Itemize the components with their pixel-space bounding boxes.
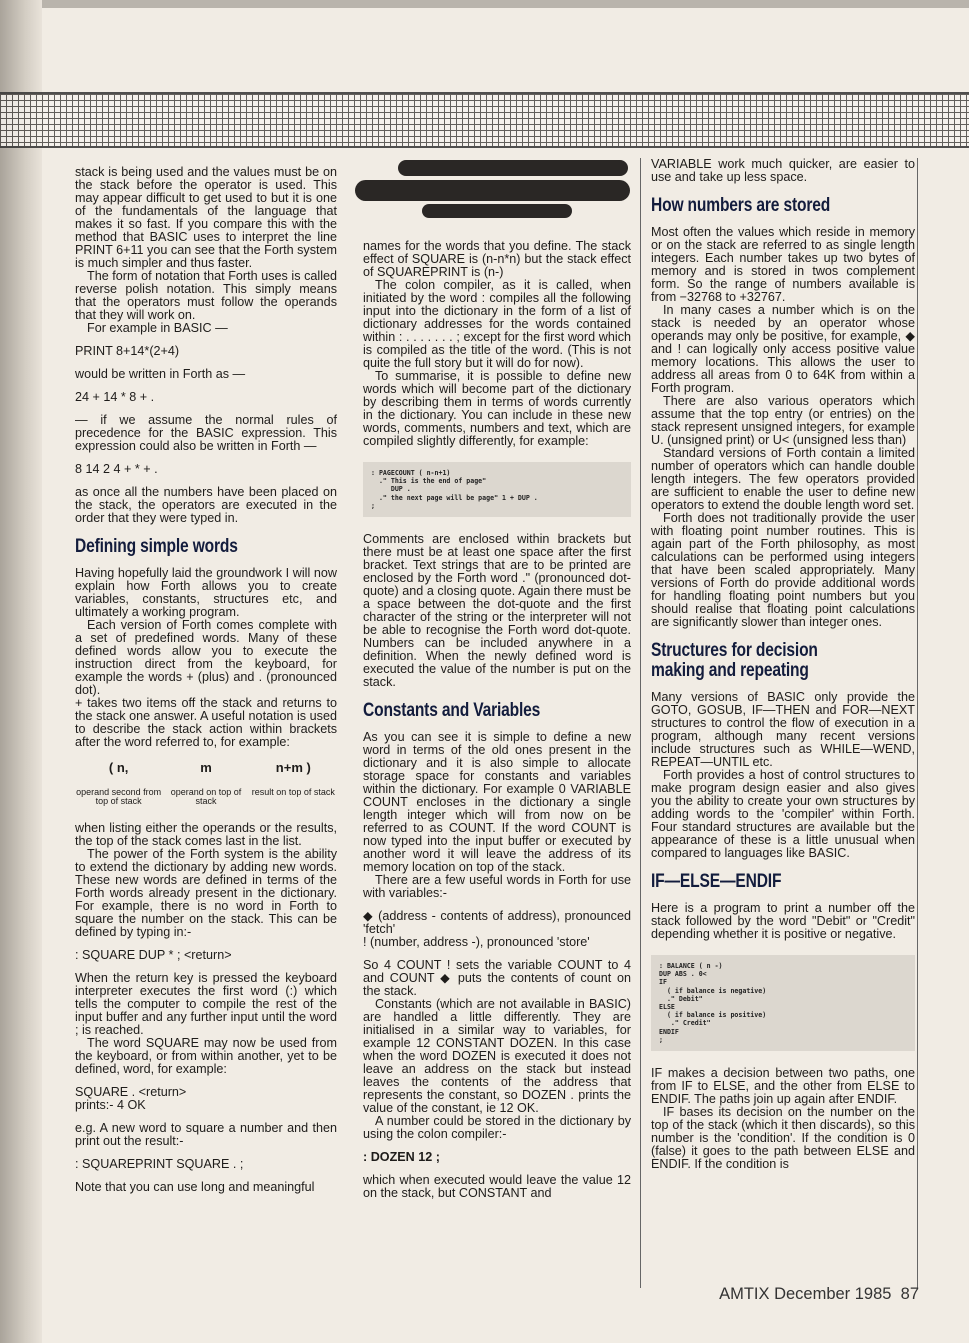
- paragraph: A number could be stored in the dictionary by using the colon compiler:-: [363, 1114, 631, 1142]
- paragraph: Comments are enclosed within brackets but there must be at least one space after the first bracket. Text strings that are to be printed are enclosed by the Forth word ." (pronounced dot-quote) and a closing quote. Again there must be a space between the dot-quote and the first character of the string or the interpreter will not be able to recognise the Forth word dot-quote. Numbers can be included anywhere in a definition. When the newly defined word is executed the value of the number is put on the stack.: [363, 532, 631, 690]
- paragraph: Forth provides a host of control structures to make program design easier and also gives you the ability to create your own structures by adding words to the 'compiler' within Forth. Four standard structures are available but the appearance of these is a little unusual when compared to languages like BASIC.: [651, 768, 915, 860]
- paragraph: IF makes a decision between two paths, one from IF to ELSE, and the other from ELSE to ENDIF. The paths join up again after ENDIF.: [651, 1066, 915, 1107]
- paragraph: For example in BASIC —: [87, 321, 228, 335]
- paragraph: Forth does not traditionally provide the user with floating point number routines. This is again part of the Forth philosophy, as most calculations can be performed using integers that have been scaled appropriately. Many versions of Forth do provide additional words for handling floating point numbers but you should realise that floating point calculations are significantly slower than integer ones.: [651, 511, 915, 629]
- redacted-heading-bar-3: [422, 204, 572, 218]
- paragraph: as once all the numbers have been placed on the stack, the operators are executed in the order that they were typed in.: [75, 485, 337, 525]
- section-heading: IF—ELSE—ENDIF: [651, 871, 782, 892]
- magazine-issue: AMTIX December 1985: [719, 1285, 892, 1303]
- paragraph: — if we assume the normal rules of precedence for the BASIC expression. This expression could also be written in Forth —: [75, 413, 337, 453]
- section-heading: Constants and Variables: [363, 700, 541, 722]
- paragraph: Standard versions of Forth contain a limited number of operators which can handle double length integers. The few operators provided are sufficient to enable the user to define new operators to extend the double length word set.: [651, 446, 915, 512]
- paragraph: Constants (which are not available in BASIC) are handled a little differently. They are initialised in a similar way to variables, for example 12 CONSTANT DOZEN. In this case when the word DOZEN is executed it does not leave an address on the stack but instead leaves the contents of the address that represents the constant, so DOZEN . prints the value of the constant, ie 12 OK.: [363, 997, 631, 1116]
- notation-item: n+m ) result on top of stack: [251, 760, 335, 797]
- paragraph: IF bases its decision on the number on the top of the stack (which it then discards), so this number is the 'condition'. If the condition is 0 (false) it goes to the path between ELSE and ENDIF. If the condition is: [651, 1105, 915, 1172]
- paragraph: There are also various operators which assume that the top entry (or entries) on the stack represent unsigned integers, for example U. (unsigned print) or U< (unsigned less than): [651, 394, 915, 447]
- paragraph: As you can see it is simple to define a new word in terms of the old ones present in the dictionary and it is also simple to allocate storage space for constants and variables within the dictionary. For example 0 VARIABLE COUNT encloses in the dictionary a single length integer which will from now on be referred to as COUNT. If the word COUNT is now typed into the input buffer or executed by another word it will leave the address of its memory location on top of the stack.: [363, 730, 631, 875]
- page-footer: [719, 1285, 919, 1304]
- page-gutter: [0, 0, 42, 1343]
- paragraph: The power of the Forth system is the ability to extend the dictionary by adding new words. These new words are defined in terms of the Forth words already present in the dictionary. For example, there is no word in Forth to square the number on the stack. This can be defined by typing in:-: [75, 847, 337, 939]
- page-top-edge: [0, 0, 969, 8]
- paragraph: when listing either the operands or the results, the top of the stack comes last in the list.: [75, 821, 337, 848]
- code-line: PRINT 8+14*(2+4): [75, 344, 180, 358]
- code-listing-pagecount: : PAGECOUNT ( n-n+1) ." This is the end of page" DUP . ." the next page will be page" 1 + DUP . ;: [363, 462, 631, 517]
- section-heading: Structures for decision making and repeating: [651, 640, 818, 681]
- paragraph: ! (number, address -), pronounced 'store': [363, 935, 590, 950]
- decorative-grid-band: [0, 92, 969, 148]
- code-line: 24 + 14 * 8 + .: [75, 390, 155, 404]
- code-listing-balance: : BALANCE ( n -) DUP ABS . 0< IF ( if balance is negative) ." Debit" ELSE ( if balance is positive) ." Credit" ENDIF ;: [651, 955, 915, 1051]
- column-3: [651, 158, 915, 1171]
- paragraph: + takes two items off the stack and returns to the stack one answer. A useful notation is used to describe the stack action within brackets after the word referred to, for example:: [75, 696, 337, 749]
- paragraph: VARIABLE work much quicker, are easier to use and take up less space.: [651, 157, 915, 184]
- stack-notation: [75, 761, 337, 806]
- paragraph: So 4 COUNT ! sets the variable COUNT to 4 and COUNT ◆ puts the contents of count on the stack.: [363, 958, 631, 999]
- notation-item: ( n, operand second from top of stack: [76, 760, 162, 806]
- paragraph: would be written in Forth as —: [75, 367, 246, 381]
- paragraph: Most often the values which reside in memory or on the stack are referred to as single length integers. Each number takes up two bytes of memory and is stored in twos complement form. So the range of numbers available is from −32768 to +32767.: [651, 225, 915, 304]
- paragraph: Here is a program to print a number off the stack followed by the word "Debit" or "Credit" depending whether it is positive or negative.: [651, 901, 915, 941]
- section-heading: How numbers are stored: [651, 195, 831, 216]
- paragraph: There are a few useful words in Forth for use with variables:-: [363, 873, 631, 901]
- paragraph: The word SQUARE may now be used from the keyboard, or from within another, yet to be defined, word, for example:: [75, 1036, 337, 1076]
- redacted-heading-bar-2: [355, 180, 630, 201]
- paragraph: The form of notation that Forth uses is called reverse polish notation. This simply means that the operators must follow the operands that they will work on.: [75, 269, 337, 322]
- paragraph: which when executed would leave the value 12 on the stack, but CONSTANT and: [363, 1173, 631, 1201]
- paragraph: When the return key is pressed the keyboard interpreter executes the first word (:) which tells the computer to compile the rest of the input buffer and any further input until the word ; is reached.: [75, 971, 337, 1037]
- code-line: : SQUAREPRINT SQUARE . ;: [75, 1157, 244, 1171]
- code-line: : DOZEN 12 ;: [363, 1150, 440, 1165]
- paragraph: names for the words that you define. The stack effect of SQUARE is (n-n*n) but the stack effect of SQUAREPRINT is (n-): [363, 239, 631, 279]
- paragraph: stack is being used and the values must be on the stack before the operator is used. This may appear difficult to get used to but it is one of the fundamentals of the language that makes it so fast. If you compare this with the method that BASIC uses to interpret the line PRINT 6+11 you can see that the Forth system is much simpler and thus faster.: [75, 165, 337, 270]
- paragraph: Having hopefully laid the groundwork I will now explain how Forth allows you to create variables, constants, structures etc, and ultimately a working program.: [75, 566, 337, 619]
- redacted-heading-bar-1: [398, 160, 628, 176]
- paragraph: The colon compiler, as it is called, when initiated by the word : compiles all the following input into the dictionary in the form of a list of dictionary addresses for the words contained within : . . . . . . . ; except for the first word which is compiled as the title of the word. (This is not quite the full story but it will do for now).: [363, 278, 631, 370]
- column-rule-right: [917, 158, 918, 1288]
- page-number: 87: [900, 1285, 919, 1303]
- section-heading: Defining simple words: [75, 536, 238, 557]
- code-line: : SQUARE DUP * ; <return>: [75, 948, 232, 962]
- column-1: [75, 166, 337, 1194]
- code-line: prints:- 4 OK: [75, 1098, 146, 1112]
- paragraph: In many cases a number which is on the stack is needed by an operator whose operands may only be positive, for example, ◆ and ! can logically only access positive value memory locations. This allows the user to address all areas from 0 to 64K from within a Forth program.: [651, 303, 915, 395]
- paragraph: To summarise, it is possible to define new words which will become part of the dictionary by describing them in terms of words currently in the dictionary. You can include in these new words, comments, numbers and text, which are compiled slightly differently, for example:: [363, 369, 631, 448]
- code-line: SQUARE . <return>: [75, 1085, 187, 1099]
- paragraph: Many versions of BASIC only provide the GOTO, GOSUB, IF—THEN and FOR—NEXT structures to control the flow of execution in a program, although many recent versions include structures such as WHILE—WEND, REPEAT—UNTIL etc.: [651, 690, 915, 769]
- code-line: 8 14 2 4 + * + .: [75, 462, 158, 476]
- paragraph: Note that you can use long and meaningful: [75, 1180, 315, 1194]
- column-rule-left: [640, 158, 641, 1288]
- notation-item: m operand on top of stack: [170, 760, 242, 806]
- paragraph: e.g. A new word to square a number and then print out the result:-: [75, 1121, 337, 1148]
- column-2: [363, 240, 631, 1200]
- paragraph: ◆ (address - contents of address), pronounced 'fetch': [363, 909, 631, 937]
- paragraph: Each version of Forth comes complete with a set of predefined words. Many of these defined words allow you to execute the instruction direct from the keyboard, for example the words + (plus) and . (pronounced dot).: [75, 618, 337, 697]
